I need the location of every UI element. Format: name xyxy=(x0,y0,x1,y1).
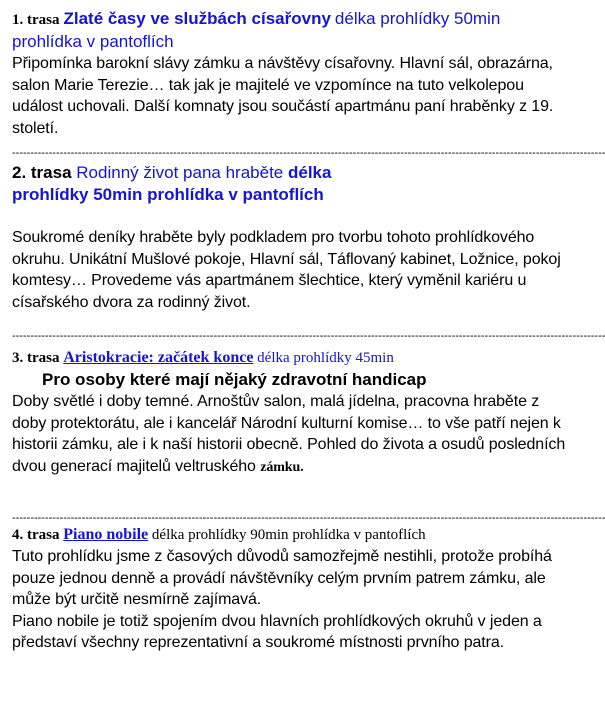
separator-3: ------------------------------------------------------------------------------------------------------------------------------------------------------------------ xyxy=(12,512,605,524)
route-3-number: 3. trasa xyxy=(12,350,60,366)
route-4-title[interactable]: Piano nobile xyxy=(63,526,149,543)
route-1-description: Připomínka barokní slávy zámku a návštěvy císařovny. Hlavní sál, obrazárna, salon Marie Terezie… tak jak je majitelé ve vzpomínce na tuto velkolepou událost uchovali. Další komnaty jsou součástí apartmánu paní hraběnky z 19. století. xyxy=(12,55,554,137)
route-2-duration: délka prohlídky 50min xyxy=(12,163,332,204)
route-4-description: Tuto prohlídku jsme z časových důvodů samozřejmě nestihli, protože probíhá pouze jednou denně a provádí návštěvníky celým prvním patrem zámku, ale může být určitě nesmírně zajímavá. xyxy=(12,548,552,608)
route-2-heading xyxy=(12,162,412,206)
route-3-title[interactable]: Aristokracie: začátek konce xyxy=(63,349,254,366)
route-4-type: prohlídka v pantoflích xyxy=(292,527,426,543)
route-4-heading xyxy=(12,524,572,546)
route-3-description xyxy=(12,391,572,478)
route-1-title[interactable]: Zlaté časy ve službách císařovny xyxy=(63,9,331,28)
route-1-type: prohlídka v pantoflích xyxy=(12,32,174,51)
route-1-duration: délka prohlídky 50min xyxy=(334,9,501,28)
route-3-description-text: Doby světlé i doby temné. Arnoštův salon, malá jídelna, pracovna hraběte z doby protektorátu, ale i kancelář Národní kulturní komise… to vše patří nejen k historii zámku, ale i k naší historii obecně. Pohled do života a osudů posledních dvou generací majitelů veltruského xyxy=(12,393,566,475)
route-1-number: 1. trasa xyxy=(12,12,60,28)
route-4 xyxy=(12,524,572,654)
route-2-title[interactable]: Rodinný život pana hraběte xyxy=(76,163,284,182)
route-3 xyxy=(12,347,572,478)
route-2-description: Soukromé deníky hraběte byly podkladem pro tvorbu tohoto prohlídkového okruhu. Unikátní Mušlové pokoje, Hlavní sál, Táflovaný kabinet, Ložnice, pokoj komtesy… Provedeme vás apartmánem šlechtice, který vyměnil kariéru u císařského dvora za rodinný život. xyxy=(12,229,561,311)
route-3-duration: délka prohlídky 45min xyxy=(257,350,394,366)
route-3-heading xyxy=(12,347,572,369)
route-4-number: 4. trasa xyxy=(12,527,60,543)
route-1-heading xyxy=(12,8,572,31)
route-2-type: prohlídka v pantoflích xyxy=(147,185,324,204)
route-4-description-2: Piano nobile je totiž spojením dvou hlavních prohlídkových okruhů v jeden a představí všechny reprezentativní a soukromé místnosti prvního patra. xyxy=(12,612,542,651)
route-4-duration: délka prohlídky 90min xyxy=(151,527,289,543)
route-2-number: 2. trasa xyxy=(12,163,72,182)
route-1 xyxy=(12,8,572,139)
route-3-note: Pro osoby které mají nějaký zdravotní handicap xyxy=(42,370,427,389)
route-2 xyxy=(12,162,572,313)
route-3-description-end: zámku. xyxy=(260,459,304,475)
separator-2: ------------------------------------------------------------------------------------------------------------------------------------------------------------------ xyxy=(12,330,605,342)
separator-1: ------------------------------------------------------------------------------------------------------------------------------------------------------------------ xyxy=(12,147,605,159)
